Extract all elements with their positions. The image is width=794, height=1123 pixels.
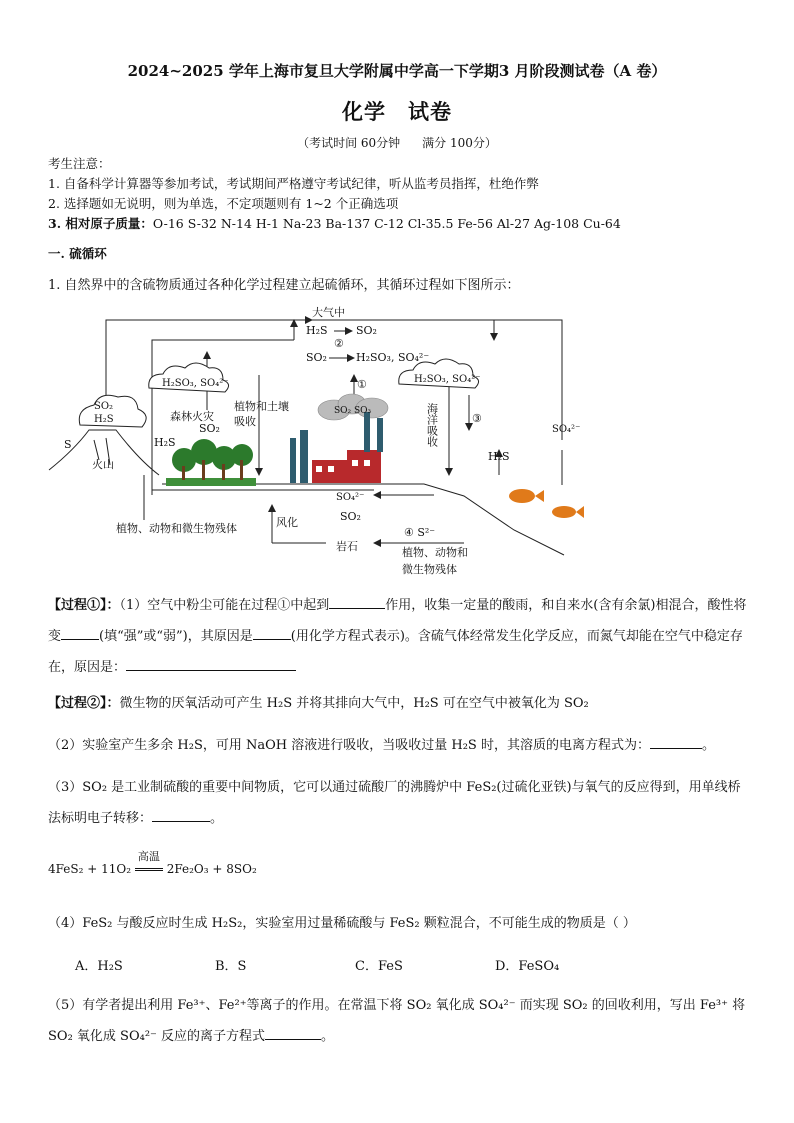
process-1-block bbox=[48, 590, 748, 683]
label-step3: ③ bbox=[472, 412, 482, 425]
exam-subtitle bbox=[0, 96, 794, 126]
label-so4-right: SO₄²⁻ bbox=[552, 424, 581, 435]
label-volcano: 火山 bbox=[92, 458, 114, 471]
question-4: （4）FeS₂ 与酸反应时生成 H₂S₂，实验室用过量稀硫酸与 FeS₂ 颗粒混合，不可能生成的物质是（ ） bbox=[48, 916, 636, 931]
label-atmosphere: 大气中 bbox=[312, 306, 345, 319]
label-step1: ① bbox=[357, 378, 367, 391]
equation-left: 4FeS₂ + 11O₂ bbox=[48, 862, 132, 876]
time-limit: （考试时间 60分钟 bbox=[297, 136, 401, 150]
option-c[interactable]: C．FeS bbox=[355, 959, 403, 974]
process-1-label: 【过程①】： bbox=[48, 598, 120, 613]
notes-heading: 考生注意： bbox=[48, 156, 111, 171]
label-step4: ④ S²⁻ bbox=[404, 526, 436, 539]
process-1-text-5: (用化学方程式表示)。含硫气体经常发生化学反应，而氮气却 bbox=[290, 629, 639, 644]
label-volcano-so2: SO₂ bbox=[94, 401, 114, 412]
answer-blank-1[interactable] bbox=[329, 595, 385, 609]
question-3 bbox=[48, 772, 748, 834]
question-2-end: 。 bbox=[701, 738, 715, 753]
process-1-text-4: (填“强”或“弱”)，其原因是 bbox=[99, 629, 253, 644]
label-so2-mid: SO₂ bbox=[306, 351, 327, 364]
label-residue-left: 植物、动物和微生物残体 bbox=[116, 522, 237, 535]
subject-label: 化学 bbox=[342, 99, 386, 124]
question-3-text-1: （3）SO₂ 是工业制硫酸的重要中间物质，它可以通过硫酸厂的沸腾炉中 FeS₂(过硫化亚铁)与氧气的反应得到，用 bbox=[48, 780, 702, 795]
process-2-text: 微生物的厌氧活动可产生 H₂S 并将其排向大气中，H₂S 可在空气中被氧化为 SO₂ bbox=[119, 696, 589, 711]
chemical-equation bbox=[48, 850, 257, 876]
question-5-end: 。 bbox=[321, 1029, 335, 1044]
question-1-intro: 1. 自然界中的含硫物质通过各种化学过程建立起硫循环，其循环过程如下图所示： bbox=[48, 278, 520, 293]
question-5-text-2: SO₂ 氧化成 SO₄²⁻ 反应的离子方程式 bbox=[48, 1029, 266, 1044]
answer-blank-3[interactable] bbox=[253, 626, 291, 640]
answer-blank-4[interactable] bbox=[126, 657, 296, 671]
answer-blank-2[interactable] bbox=[61, 626, 99, 640]
label-weathering: 风化 bbox=[276, 516, 298, 529]
label-forest-fire: 森林火灾 bbox=[170, 410, 214, 423]
equation-condition-text: 高温 bbox=[137, 850, 160, 863]
exam-time-info bbox=[0, 134, 794, 151]
label-h2s-land: H₂S bbox=[154, 436, 176, 449]
label-plant-soil: 植物和土壤 bbox=[234, 400, 289, 413]
label-factory-gas: SO₂ SO₃ bbox=[334, 406, 372, 416]
option-a[interactable]: A．H₂S bbox=[75, 959, 123, 974]
question-3-text-2: 单线桥法标明电子转移： bbox=[48, 780, 741, 826]
candidate-notes bbox=[48, 154, 621, 234]
note-item-1: 1. 自备科学计算器等参加考试，考试期间严格遵守考试纪律，听从监考员指挥，杜绝作弊 bbox=[48, 176, 539, 191]
process-1-text-2: 作用，收集一定量的酸雨，和自来水(含有余氯)相混 bbox=[385, 598, 682, 613]
label-cloud-left: H₂SO₃, SO₄²⁻ bbox=[162, 378, 229, 389]
process-1-text-3: 合，酸性将变 bbox=[48, 598, 747, 644]
label-h2so3-mid: H₂SO₃, SO₄²⁻ bbox=[356, 351, 430, 364]
label-h2s-top: H₂S bbox=[306, 324, 328, 337]
process-2-block bbox=[48, 688, 748, 719]
equation-condition bbox=[135, 850, 163, 876]
answer-blank-7[interactable] bbox=[265, 1026, 321, 1040]
label-residue-right-2: 微生物残体 bbox=[402, 563, 457, 576]
equation-right: 2Fe₂O₃ + 8SO₂ bbox=[166, 862, 257, 876]
label-s: S bbox=[64, 438, 72, 451]
label-volcano-h2s: H₂S bbox=[94, 414, 114, 425]
option-b[interactable]: B．S bbox=[215, 959, 247, 974]
note-item-2: 2. 选择题如无说明，则为单选，不定项题则有 1~2 个正确选项 bbox=[48, 196, 399, 211]
option-d[interactable]: D．FeSO₄ bbox=[495, 959, 560, 974]
answer-blank-5[interactable] bbox=[650, 735, 702, 749]
label-ocean-absorb: 海洋吸收 bbox=[425, 403, 439, 447]
label-so2-top: SO₂ bbox=[356, 324, 377, 337]
process-1-text-1: （1）空气中粉尘可能在过程①中起到 bbox=[119, 598, 330, 613]
process-1-text-6: 能在空气中稳定存在，原因是： bbox=[48, 629, 743, 675]
answer-blank-6[interactable] bbox=[152, 808, 210, 822]
label-cloud-right: H₂SO₃, SO₄²⁻ bbox=[414, 374, 481, 385]
paper-label: 试卷 bbox=[408, 99, 452, 124]
exam-title: 2024~2025 学年上海市复旦大学附属中学高一下学期3 月阶段测试卷（A 卷） bbox=[127, 62, 667, 80]
label-h2s-sea: H₂S bbox=[488, 450, 510, 463]
question-3-end: 。 bbox=[210, 811, 224, 826]
question-5 bbox=[48, 990, 748, 1052]
label-rock: 岩石 bbox=[336, 540, 358, 553]
label-so4-ground: SO₄²⁻ bbox=[336, 492, 365, 503]
atomic-mass-label: 3. 相对原子质量： bbox=[48, 216, 153, 231]
atomic-mass-values: O-16 S-32 N-14 H-1 Na-23 Ba-137 C-12 Cl-35.5 Fe-56 Al-27 Ag-108 Cu-64 bbox=[152, 216, 621, 231]
process-2-label: 【过程②】： bbox=[48, 696, 120, 711]
question-4-options bbox=[75, 955, 635, 974]
full-score: 满分 100分） bbox=[422, 136, 497, 150]
note-item-3 bbox=[48, 214, 621, 234]
sulfur-cycle-diagram bbox=[44, 300, 604, 585]
label-step2: ② bbox=[334, 337, 344, 350]
section-heading: 一. 硫循环 bbox=[48, 246, 107, 261]
label-forest-so2: SO₂ bbox=[199, 422, 220, 435]
label-absorb: 吸收 bbox=[234, 415, 256, 428]
question-2 bbox=[48, 730, 748, 761]
label-residue-right-1: 植物、动物和 bbox=[402, 546, 468, 559]
question-5-text-1: （5）有学者提出利用 Fe³⁺、Fe²⁺等离子的作用。在常温下将 SO₂ 氧化成 SO₄²⁻ 而实现 SO₂ 的回收利用，写出 Fe³⁺ 将 bbox=[48, 998, 746, 1013]
question-2-text: （2）实验室产生多余 H₂S，可用 NaOH 溶液进行吸收，当吸收过量 H₂S 时，其溶质的电离方程式为： bbox=[48, 738, 650, 753]
label-so2-ground: SO₂ bbox=[340, 510, 361, 523]
